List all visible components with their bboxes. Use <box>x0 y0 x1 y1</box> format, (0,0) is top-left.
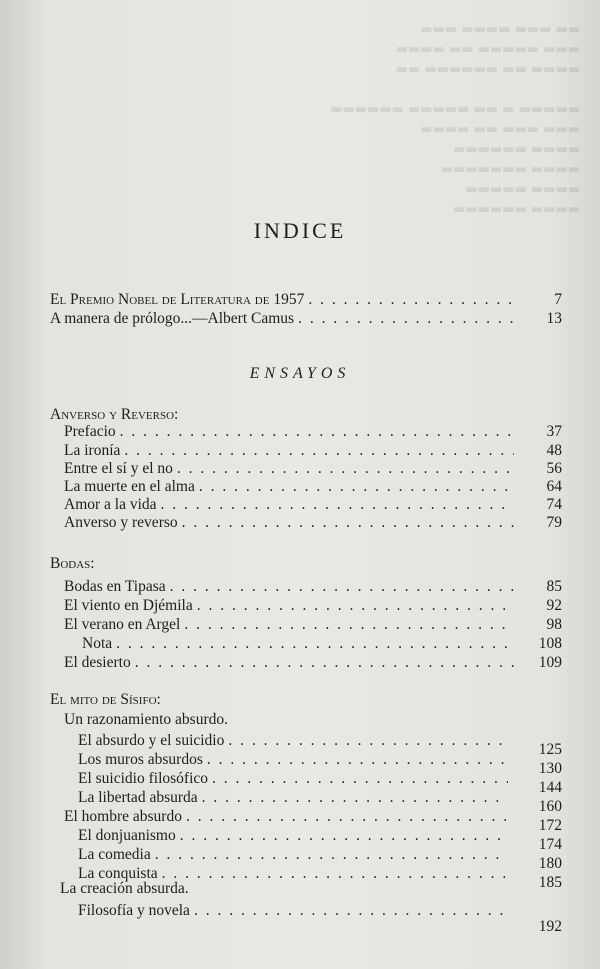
toc-entry-label: El Premio Nobel de Literatura de 1957 <box>50 291 305 308</box>
toc-entry-label: Los muros absurdos <box>78 751 203 768</box>
toc-entry[interactable] <box>78 900 512 920</box>
toc-entry-page: 174 <box>538 836 562 853</box>
toc-entry-page: 7 <box>554 291 562 308</box>
toc-entry-label: El donjuanismo <box>78 827 176 844</box>
toc-entry[interactable] <box>64 494 562 514</box>
toc-entry[interactable] <box>64 421 562 441</box>
leader-dots <box>202 789 508 807</box>
toc-entry[interactable] <box>64 458 562 478</box>
toc-entry[interactable] <box>64 476 562 496</box>
leader-dots <box>194 902 508 920</box>
toc-entry-page: 180 <box>538 855 562 872</box>
toc-entry-prologo[interactable] <box>50 308 562 328</box>
toc-entry-page: 56 <box>546 460 562 477</box>
leader-dots <box>228 732 508 750</box>
toc-entry-page: 125 <box>538 741 562 758</box>
toc-entry[interactable] <box>64 652 562 672</box>
leader-dots <box>155 846 508 864</box>
toc-entry-label: La muerte en el alma <box>64 478 195 495</box>
toc-entry-page: 48 <box>546 442 562 459</box>
toc-entry-page: 74 <box>546 496 562 513</box>
toc-entry-label: A manera de prólogo...—Albert Camus <box>50 310 295 327</box>
leader-dots <box>116 635 514 653</box>
toc-entry-label: Filosofía y novela <box>78 902 190 919</box>
toc-entry-page: 13 <box>546 310 562 327</box>
toc-entry[interactable] <box>78 749 512 769</box>
bleed-through-text: ▬▬ ▬▬▬ ▬▬▬▬ ▬▬▬ ▬▬▬ ▬▬▬▬▬ ▬▬ ▬▬▬▬ ▬▬▬▬ ▬▬ ▬▬▬▬▬▬ ▬▬ ▬▬▬▬▬ ▬ ▬▬ ▬▬▬▬▬ ▬▬▬▬▬▬ ▬▬▬ ▬▬▬ ▬▬ ▬▬▬▬ ▬▬▬▬ ▬▬▬▬▬▬ ▬▬▬▬ ▬▬▬▬▬▬▬ ▬▬▬▬ ▬▬▬▬▬ ▬▬▬▬ ▬▬▬▬▬▬ <box>330 22 580 217</box>
leader-dots <box>212 770 508 788</box>
leader-dots <box>298 310 514 328</box>
leader-dots <box>162 865 508 883</box>
toc-entry[interactable] <box>64 614 562 634</box>
toc-entry-premio-nobel[interactable] <box>50 289 562 309</box>
leader-dots <box>170 578 514 596</box>
toc-entry-page: 160 <box>538 798 562 815</box>
toc-entry-label: Nota <box>82 635 113 652</box>
toc-entry-page: 98 <box>546 616 562 633</box>
toc-entry[interactable] <box>64 595 562 615</box>
group-heading-anverso: Anverso y Reverso: <box>50 406 179 423</box>
toc-entry[interactable] <box>64 512 562 532</box>
toc-entry[interactable] <box>82 633 562 653</box>
group-heading-bodas: Bodas: <box>50 555 95 572</box>
leader-dots <box>184 616 514 634</box>
toc-entry[interactable] <box>64 576 562 596</box>
leader-dots <box>135 654 514 672</box>
toc-entry-page: 185 <box>538 874 562 891</box>
toc-entry-page: 172 <box>538 817 562 834</box>
toc-entry-label: Prefacio <box>64 423 116 440</box>
toc-entry[interactable] <box>78 825 512 845</box>
toc-entry[interactable] <box>78 844 512 864</box>
subgroup-heading-razonamiento: Un razonamiento absurdo. <box>64 711 228 728</box>
toc-entry-label: El suicidio filosófico <box>78 770 209 787</box>
toc-entry[interactable] <box>78 768 512 788</box>
toc-entry-page: 144 <box>538 779 562 796</box>
leader-dots <box>182 514 514 532</box>
toc-entry[interactable] <box>64 440 562 460</box>
toc-entry-label: El verano en Argel <box>64 616 181 633</box>
toc-entry-label: La conquista <box>78 865 158 882</box>
toc-entry-label: La ironía <box>64 442 121 459</box>
leader-dots <box>180 827 508 845</box>
toc-entry-label: El hombre absurdo <box>64 808 182 825</box>
index-title: INDICE <box>253 218 347 243</box>
toc-entry-page: 109 <box>538 654 562 671</box>
toc-entry-page: 92 <box>546 597 562 614</box>
leader-dots <box>120 423 514 441</box>
toc-entry-label: Amor a la vida <box>64 496 157 513</box>
toc-entry-label: El absurdo y el suicidio <box>78 732 225 749</box>
toc-entry[interactable] <box>78 787 512 807</box>
toc-entry-label: El viento en Djémila <box>64 597 193 614</box>
toc-entry-page: 192 <box>538 918 562 935</box>
toc-entry-label: Bodas en Tipasa <box>64 578 166 595</box>
toc-entry-page: 130 <box>538 760 562 777</box>
toc-entry-label: La libertad absurda <box>78 789 198 806</box>
toc-entry-page: 108 <box>538 635 562 652</box>
leader-dots <box>308 291 514 309</box>
toc-entry-label: Anverso y reverso <box>64 514 178 531</box>
toc-entry-label: La comedia <box>78 846 151 863</box>
subgroup-heading-creacion: La creación absurda. <box>60 880 189 897</box>
toc-entry-page: 37 <box>546 423 562 440</box>
toc-entry-page: 79 <box>546 514 562 531</box>
section-heading-ensayos: ENSAYOS <box>249 365 351 382</box>
toc-entry-hombre-absurdo[interactable] <box>64 806 512 826</box>
toc-entry-label: Entre el sí y el no <box>64 460 173 477</box>
group-heading-sisifo: El mito de Sísifo: <box>50 691 161 708</box>
toc-entry-page: 64 <box>546 478 562 495</box>
leader-dots <box>207 751 508 769</box>
leader-dots <box>186 808 508 826</box>
toc-entry-page: 85 <box>546 578 562 595</box>
leader-dots <box>197 597 514 615</box>
toc-entry[interactable] <box>78 730 512 750</box>
toc-entry-label: El desierto <box>64 654 131 671</box>
